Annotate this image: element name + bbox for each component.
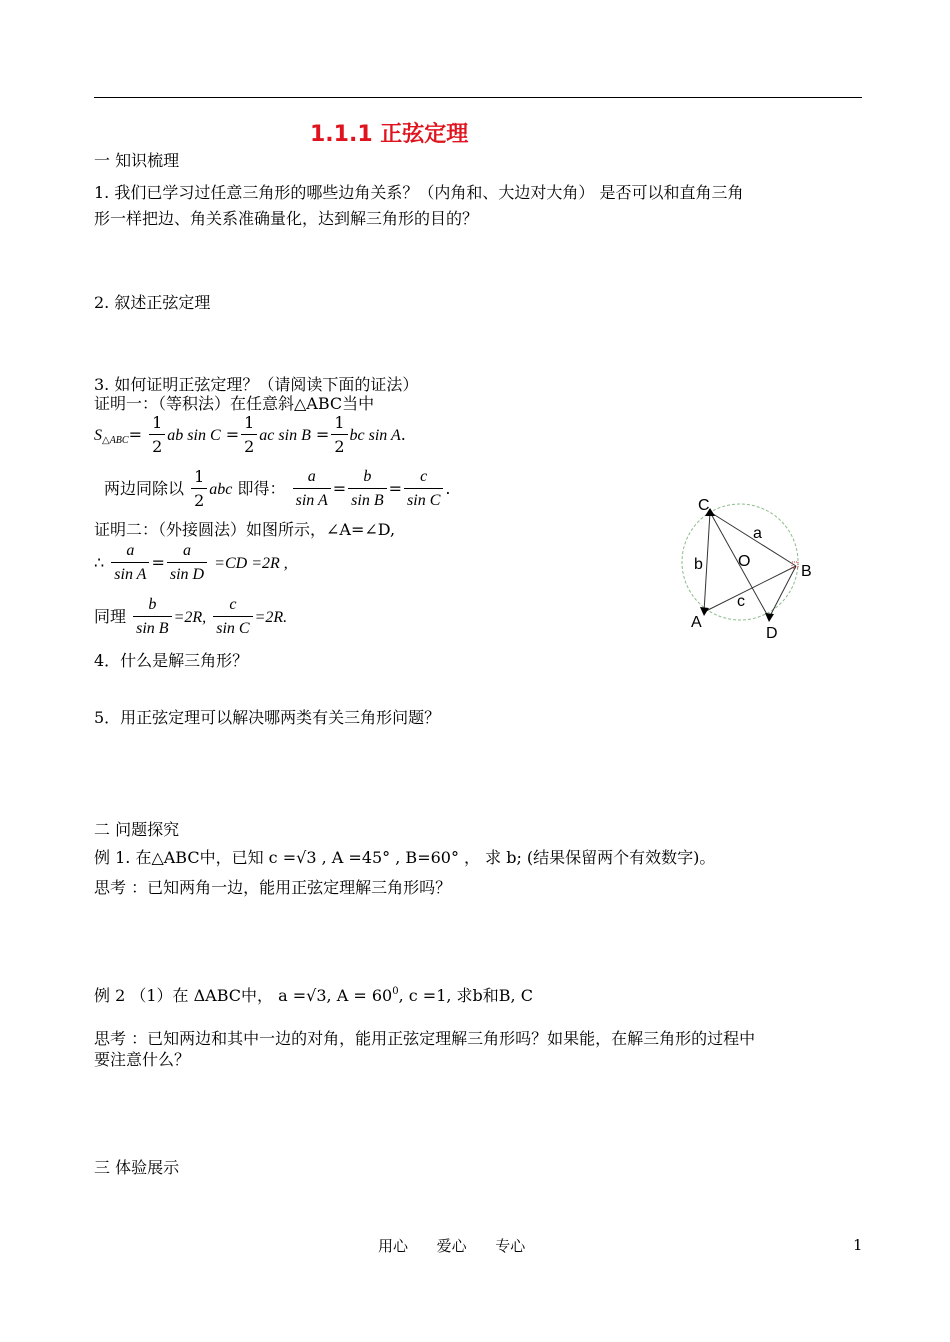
area-subscript: △ABC	[102, 435, 129, 446]
label-b: B	[801, 563, 812, 580]
page-title: 1.1.1 正弦定理	[310, 122, 469, 147]
label-side-c: c	[737, 593, 745, 610]
label-a: A	[691, 614, 702, 631]
question-5: 5．用正弦定理可以解决哪两类有关三角形问题？	[94, 708, 441, 727]
think-1: 思考 ：已知两角一边，能用正弦定理解三角形吗？	[94, 878, 452, 897]
area-formula: $S_{\triangle ABC}=$ $\frac{1}{2}$ ab sin C = $\frac{1}{2}$ ac sin B = $\frac{1}{2}$ bc sin A.	[94, 412, 406, 459]
ratio-a: $\frac{a}{\text{sin A}}$	[111, 540, 149, 587]
label-side-a: a	[753, 525, 762, 542]
think-2-line-2: 要注意什么？	[94, 1050, 191, 1069]
example-2: 例 2 （1）在 ΔABC中， a =√3, $A = 60^0$, c =1, 求b和B, C	[94, 986, 533, 1005]
question-3: 3. 如何证明正弦定理？（请阅读下面的证法）	[94, 375, 419, 394]
half-fraction: $\frac{1}{2}$	[331, 412, 347, 459]
page-number: 1	[853, 1236, 863, 1254]
header-rule	[94, 97, 862, 98]
ratio-b: $\frac{b}{\text{sin B}}$	[133, 594, 171, 641]
therefore-formula: ∴ $\frac{a}{\text{sin A}}$ = $\frac{a}{\text{sin D}}$ =CD =2R ,	[94, 540, 288, 587]
footer-motto: 用心 爱心 专心	[378, 1237, 526, 1255]
circumcircle-diagram	[676, 490, 816, 650]
example-1: 例 1. 在△ABC中，已知 c =√3 , A =45° , B=60° ， 求 b; (结果保留两个有效数字)。	[94, 848, 716, 867]
side-c-line	[704, 566, 796, 612]
ratio-b: $\frac{b}{\text{sin B}}$	[348, 466, 386, 513]
question-1-line-2: 形一样把边、角关系准确量化，达到解三角形的目的？	[94, 209, 479, 228]
question-1-line-1: 1. 我们已学习过任意三角形的哪些边角关系？（内角和、大边对大角） 是否可以和直角三角	[94, 183, 744, 202]
half-fraction: $\frac{1}{2}$	[241, 412, 257, 459]
question-2: 2. 叙述正弦定理	[94, 293, 211, 312]
section-heading-1: 一 知识梳理	[94, 151, 180, 170]
half-fraction: $\frac{1}{2}$	[191, 466, 207, 513]
proof-2-intro: 证明二：（外接圆法）如图所示，∠A=∠D,	[94, 520, 396, 539]
proof-1-intro: 证明一：（等积法）在任意斜△ABC当中	[94, 394, 375, 413]
half-fraction: $\frac{1}{2}$	[149, 412, 165, 459]
think-2-line-1: 思考 ：已知两边和其中一边的对角，能用正弦定理解三角形吗？如果能，在解三角形的过程中	[94, 1029, 756, 1048]
area-symbol: S	[94, 427, 102, 444]
label-c: C	[698, 497, 710, 514]
section-heading-3: 三 体验展示	[94, 1158, 180, 1177]
circumcircle-svg	[676, 490, 816, 650]
side-b-line	[704, 512, 710, 612]
ratio-a-d: $\frac{a}{\text{sin D}}$	[167, 540, 207, 587]
section-heading-2: 二 问题探究	[94, 820, 180, 839]
label-d: D	[766, 625, 778, 642]
question-4: 4．什么是解三角形？	[94, 651, 249, 670]
segment-bd-line	[769, 566, 796, 618]
divide-formula: 两边同除以 $\frac{1}{2}$ abc 即得： $\frac{a}{\text{sin A}}$ = $\frac{b}{\text{sin B}}$ = $\frac{c}{\text{sin C}}$ .	[104, 466, 450, 513]
label-side-b: b	[694, 556, 703, 573]
ratio-c: $\frac{c}{\text{sin C}}$	[213, 594, 252, 641]
similarly-formula: 同理 $\frac{b}{\text{sin B}}$ =2R, $\frac{c}{\text{sin C}}$ =2R.	[94, 594, 287, 641]
vertex-d-marker	[765, 613, 774, 622]
label-o: O	[738, 553, 751, 570]
ratio-a: $\frac{a}{\text{sin A}}$	[293, 466, 331, 513]
ratio-c: $\frac{c}{\text{sin C}}$	[404, 466, 443, 513]
